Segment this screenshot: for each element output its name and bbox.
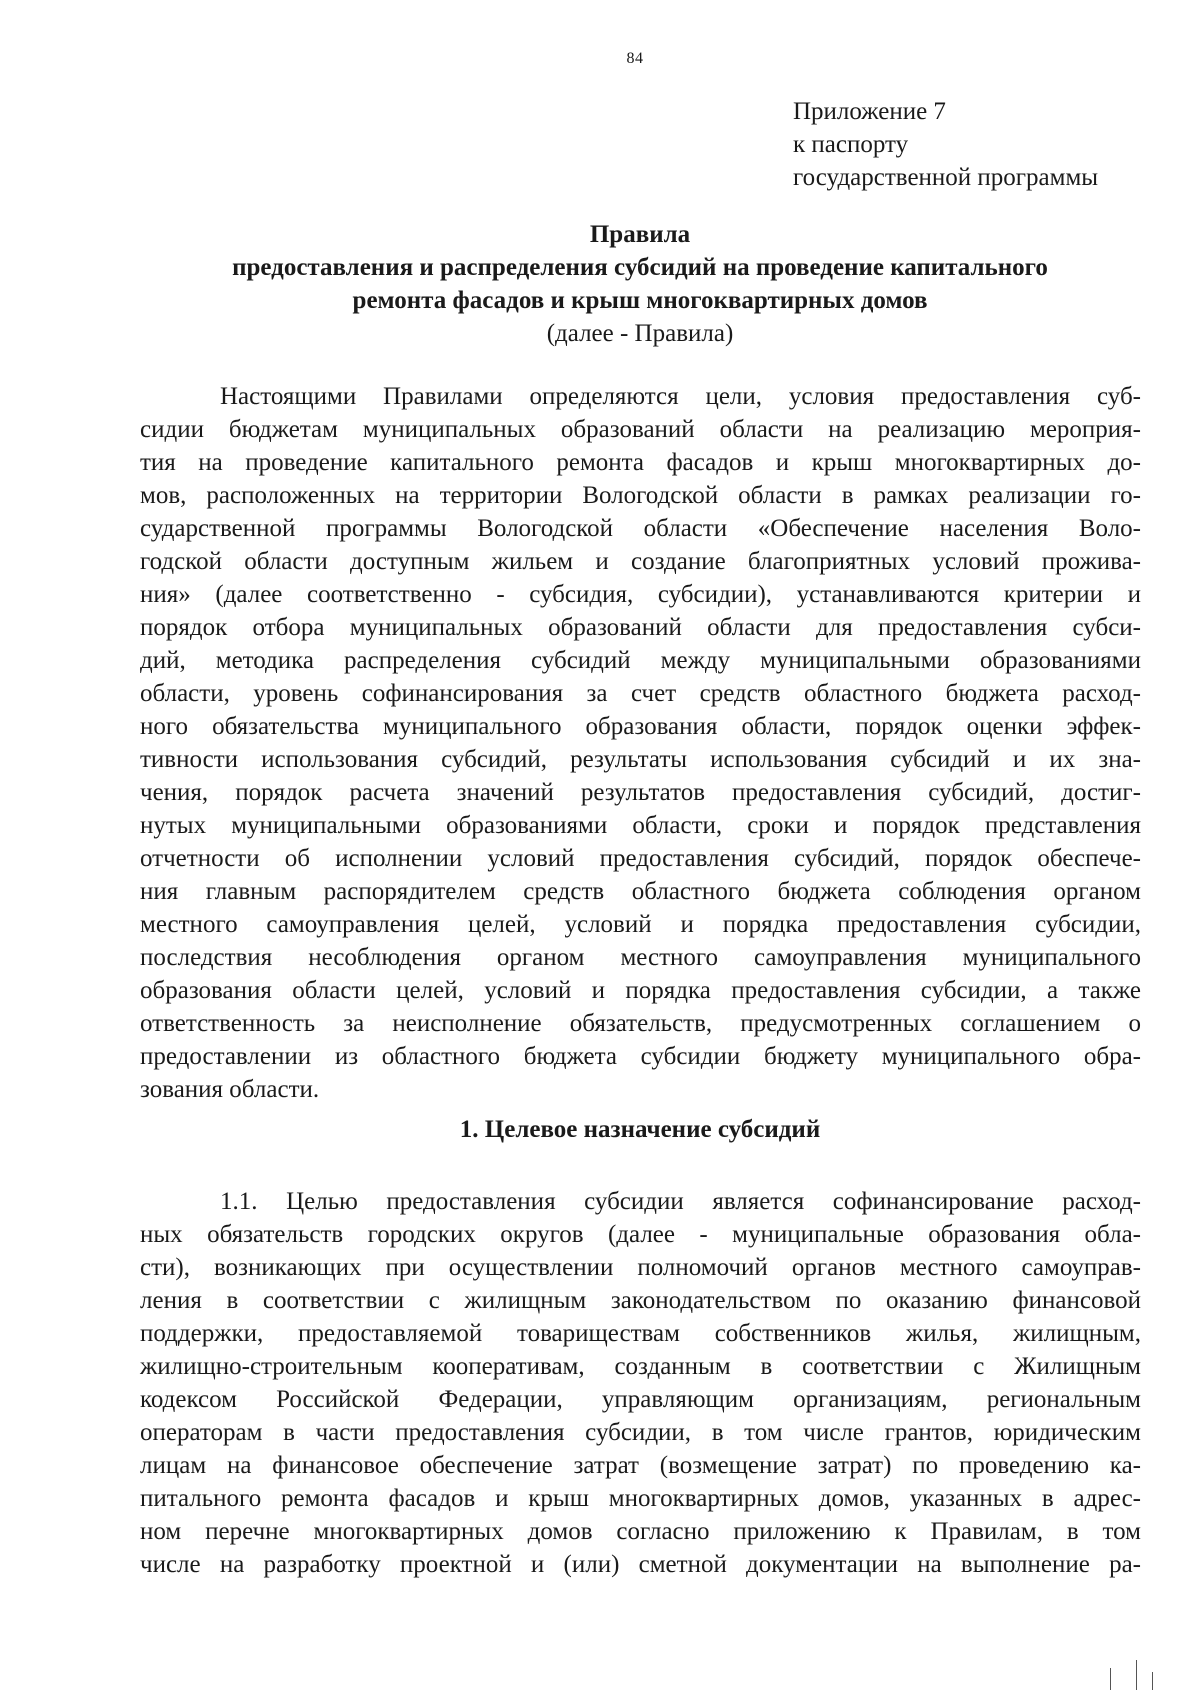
text-line: 1.1. Целью предоставления субсидии является софинансирование расход- [220,1188,1141,1215]
text-line: местного самоуправления целей, условий и порядка предоставления субсидии, [140,911,1141,938]
text-line: последствия несоблюдения органом местного самоуправления муниципального [140,944,1141,971]
text-line: ния главным распорядителем средств областного бюджета соблюдения органом [140,878,1141,905]
margin-mark [1110,1668,1111,1690]
text-line: образования области целей, условий и порядка предоставления субсидии, а также [140,977,1141,1004]
title-note: (далее - Правила) [546,320,734,347]
text-line: тивности использования субсидий, результаты использования субсидий и их зна- [140,746,1141,773]
appendix-line: к паспорту [793,131,909,158]
text-line: ления в соответствии с жилищным законодательством по оказанию финансовой [140,1287,1141,1314]
appendix-note [793,95,1098,194]
page-number: 84 [626,50,644,67]
text-line: кодексом Российской Федерации, управляющим организациям, региональным [140,1386,1141,1413]
text-line: предоставлении из областного бюджета субсидии бюджету муниципального обра- [140,1043,1141,1070]
text-line: ответственность за неисполнение обязательств, предусмотренных соглашением о [140,1010,1141,1037]
text-line: Настоящими Правилами определяются цели, условия предоставления суб- [220,383,1141,410]
text-line: ния» (далее соответственно - субсидия, субсидии), устанавливаются критерии и [140,581,1141,608]
intro-paragraph [140,380,1141,1106]
text-line: отчетности об исполнении условий предоставления субсидий, порядок обеспече- [140,845,1141,872]
title-subheading: предоставления и распределения субсидий на проведение капитального [232,254,1048,281]
text-line: операторам в части предоставления субсидии, в том числе грантов, юридическим [140,1419,1141,1446]
appendix-line: Приложение 7 [793,98,946,125]
title-heading: Правила [589,221,691,248]
text-line: сти), возникающих при осуществлении полномочий органов местного самоуправ- [140,1254,1141,1281]
text-line: зования области. [140,1076,320,1103]
text-line: сударственной программы Вологодской области «Обеспечение населения Воло- [140,515,1141,542]
text-line: питального ремонта фасадов и крыш многоквартирных домов, указанных в адрес- [140,1485,1141,1512]
text-line: тия на проведение капитального ремонта фасадов и крыш многоквартирных до- [140,449,1141,476]
section1-paragraph [140,1185,1141,1581]
text-line: мов, расположенных на территории Вологодской области в рамках реализации го- [140,482,1141,509]
text-line: нутых муниципальными образованиями области, сроки и порядок представления [140,812,1141,839]
text-line: лицам на финансовое обеспечение затрат (возмещение затрат) по проведению ка- [140,1452,1141,1479]
text-line: ных обязательств городских округов (далее - муниципальные образования обла- [140,1221,1141,1248]
section-heading: 1. Целевое назначение субсидий [459,1116,821,1143]
text-line: жилищно-строительным кооперативам, созданным в соответствии с Жилищным [140,1353,1141,1380]
text-line: поддержки, предоставляемой товариществам собственников жилья, жилищным, [140,1320,1141,1347]
text-line: чения, порядок расчета значений результатов предоставления субсидий, достиг- [140,779,1141,806]
title-subheading: ремонта фасадов и крыш многоквартирных домов [352,287,928,314]
text-line: ного обязательства муниципального образования области, порядок оценки эффек- [140,713,1141,740]
text-line: дий, методика распределения субсидий между муниципальными образованиями [140,647,1141,674]
text-line: порядок отбора муниципальных образований области для предоставления субси- [140,614,1141,641]
margin-mark [1136,1660,1137,1690]
document-title [140,218,1140,350]
text-line: области, уровень софинансирования за счет средств областного бюджета расход- [140,680,1141,707]
text-line: сидии бюджетам муниципальных образований области на реализацию мероприя- [140,416,1141,443]
text-line: числе на разработку проектной и (или) сметной документации на выполнение ра- [140,1551,1141,1578]
margin-mark [1152,1672,1153,1690]
text-line: ном перечне многоквартирных домов согласно приложению к Правилам, в том [140,1518,1141,1545]
appendix-line: государственной программы [793,164,1099,191]
text-line: годской области доступным жильем и создание благоприятных условий прожива- [140,548,1141,575]
